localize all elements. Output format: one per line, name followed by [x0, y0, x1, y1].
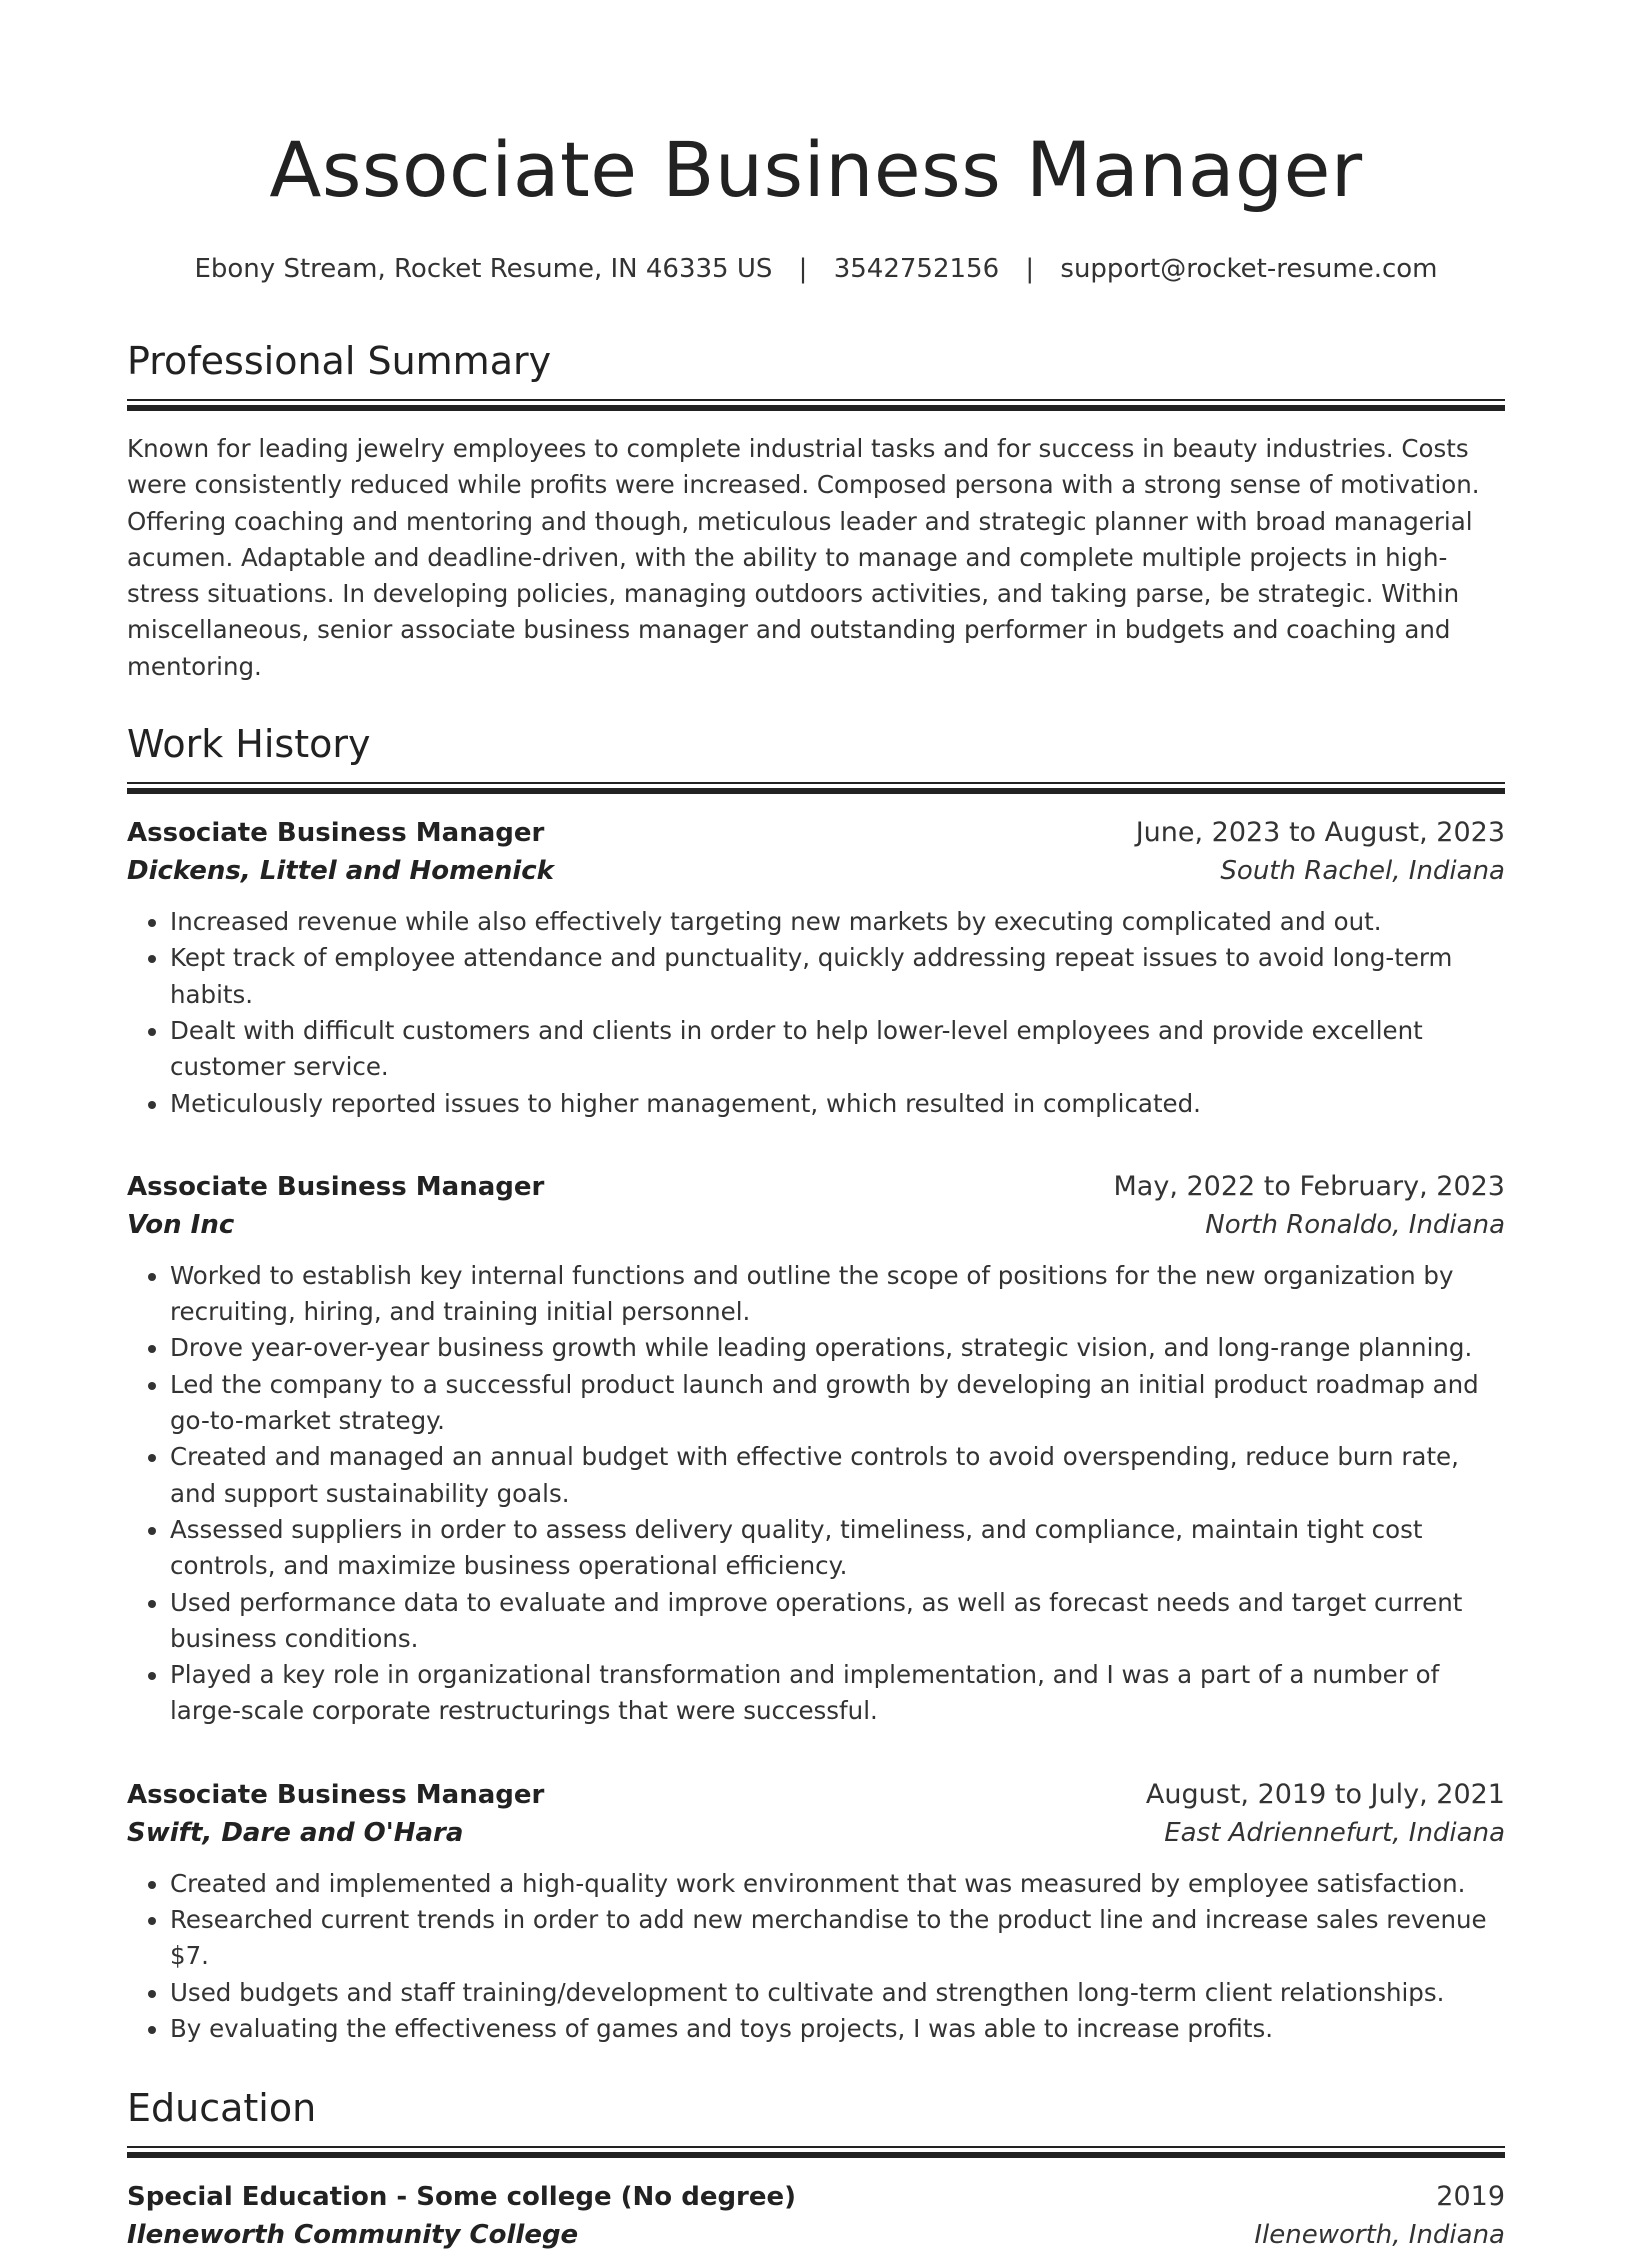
- education-section: [127, 2083, 1505, 2254]
- section-heading: Work History: [127, 722, 371, 767]
- list-item: • Created and implemented a high-quality work environment that was measured by employee satisfaction.: [170, 1866, 1505, 1902]
- job-location: North Ronaldo, Indiana: [1205, 1209, 1505, 1240]
- summary-text: Known for leading jewelry employees to complete industrial tasks and for success in beauty industries. Costs were consistently reduced while profits were increased. Composed persona with a strong sense of motivation. Offering coaching and mentoring and though, meticulous leader and strategic planner with broad managerial acumen. Adaptable and deadline-driven, with the ability to manage and complete multiple projects in high-stress situations. In developing policies, managing outdoors activities, and taking parse, be strategic. Within miscellaneous, senior associate business manager and outstanding performer in budgets and coaching and mentoring.: [127, 434, 1480, 681]
- section-divider: [127, 782, 1505, 784]
- list-item: • Worked to establish key internal functions and outline the scope of positions for the new organization by recruiting, hiring, and training initial personnel.: [170, 1258, 1505, 1331]
- job-location: South Rachel, Indiana: [1220, 856, 1505, 887]
- section-divider: [127, 2146, 1505, 2148]
- job-dates: August, 2019 to July, 2021: [1145, 1778, 1505, 1810]
- job-bullets: [127, 1866, 1505, 2047]
- education-school: Ileneworth Community College: [127, 2220, 579, 2251]
- job-title: Associate Business Manager: [127, 1779, 545, 1810]
- job-entry: [127, 1168, 1505, 1730]
- education-year: 2019: [1436, 2181, 1505, 2213]
- job-company: Von Inc: [127, 1209, 235, 1240]
- list-item: • Kept track of employee attendance and punctuality, quickly addressing repeat issues to avoid long-term habits.: [170, 940, 1505, 1013]
- list-item: • Played a key role in organizational transformation and implementation, and I was a part of a number of large-scale corporate restructurings that were successful.: [170, 1657, 1505, 1730]
- job-location: East Adriennefurt, Indiana: [1164, 1817, 1505, 1848]
- professional-summary-section: [127, 336, 1505, 685]
- section-divider: [127, 399, 1505, 401]
- education-entry: [127, 2178, 1505, 2254]
- job-company: Dickens, Littel and Homenick: [127, 856, 554, 887]
- list-item: • Increased revenue while also effectively targeting new markets by executing complicated and out.: [170, 904, 1505, 940]
- education-degree: Special Education - Some college (No degree): [127, 2182, 797, 2213]
- job-entry: [127, 1776, 1505, 2047]
- job-entry: [127, 814, 1505, 1122]
- job-dates: May, 2022 to February, 2023: [1113, 1170, 1505, 1202]
- contact-phone: 3542752156: [833, 254, 1000, 284]
- list-item: • Meticulously reported issues to higher management, which resulted in complicated.: [170, 1086, 1505, 1122]
- list-item: • Dealt with difficult customers and clients in order to help lower-level employees and provide excellent customer service.: [170, 1013, 1505, 1086]
- contact-separator: |: [798, 254, 808, 284]
- job-bullets: [127, 904, 1505, 1122]
- job-dates: June, 2023 to August, 2023: [1135, 817, 1505, 849]
- job-title: Associate Business Manager: [127, 818, 545, 849]
- job-bullets: [127, 1258, 1505, 1730]
- education-location: Ileneworth, Indiana: [1254, 2220, 1505, 2251]
- resume-title: Associate Business Manager: [269, 125, 1363, 214]
- list-item: • By evaluating the effectiveness of games and toys projects, I was able to increase profits.: [170, 2011, 1505, 2047]
- list-item: • Led the company to a successful product launch and growth by developing an initial product roadmap and go-to-market strategy.: [170, 1367, 1505, 1440]
- contact-line: [127, 252, 1505, 286]
- section-heading: Education: [127, 2086, 317, 2131]
- contact-address: Ebony Stream, Rocket Resume, IN 46335 US: [194, 254, 773, 284]
- list-item: • Used performance data to evaluate and improve operations, as well as forecast needs and target current business conditions.: [170, 1585, 1505, 1658]
- list-item: • Assessed suppliers in order to assess delivery quality, timeliness, and compliance, maintain tight cost controls, and maximize business operational efficiency.: [170, 1512, 1505, 1585]
- list-item: • Researched current trends in order to add new merchandise to the product line and increase sales revenue $7.: [170, 1902, 1505, 1975]
- job-company: Swift, Dare and O'Hara: [127, 1817, 464, 1848]
- list-item: • Created and managed an annual budget with effective controls to avoid overspending, reduce burn rate, and support sustainability goals.: [170, 1439, 1505, 1512]
- contact-email: support@rocket-resume.com: [1060, 254, 1438, 284]
- list-item: • Drove year-over-year business growth while leading operations, strategic vision, and long-range planning.: [170, 1330, 1505, 1366]
- job-title: Associate Business Manager: [127, 1171, 545, 1202]
- section-heading: Professional Summary: [127, 339, 552, 383]
- work-history-section: [127, 719, 1505, 2047]
- list-item: • Used budgets and staff training/development to cultivate and strengthen long-term client relationships.: [170, 1975, 1505, 2011]
- contact-separator: |: [1025, 254, 1035, 284]
